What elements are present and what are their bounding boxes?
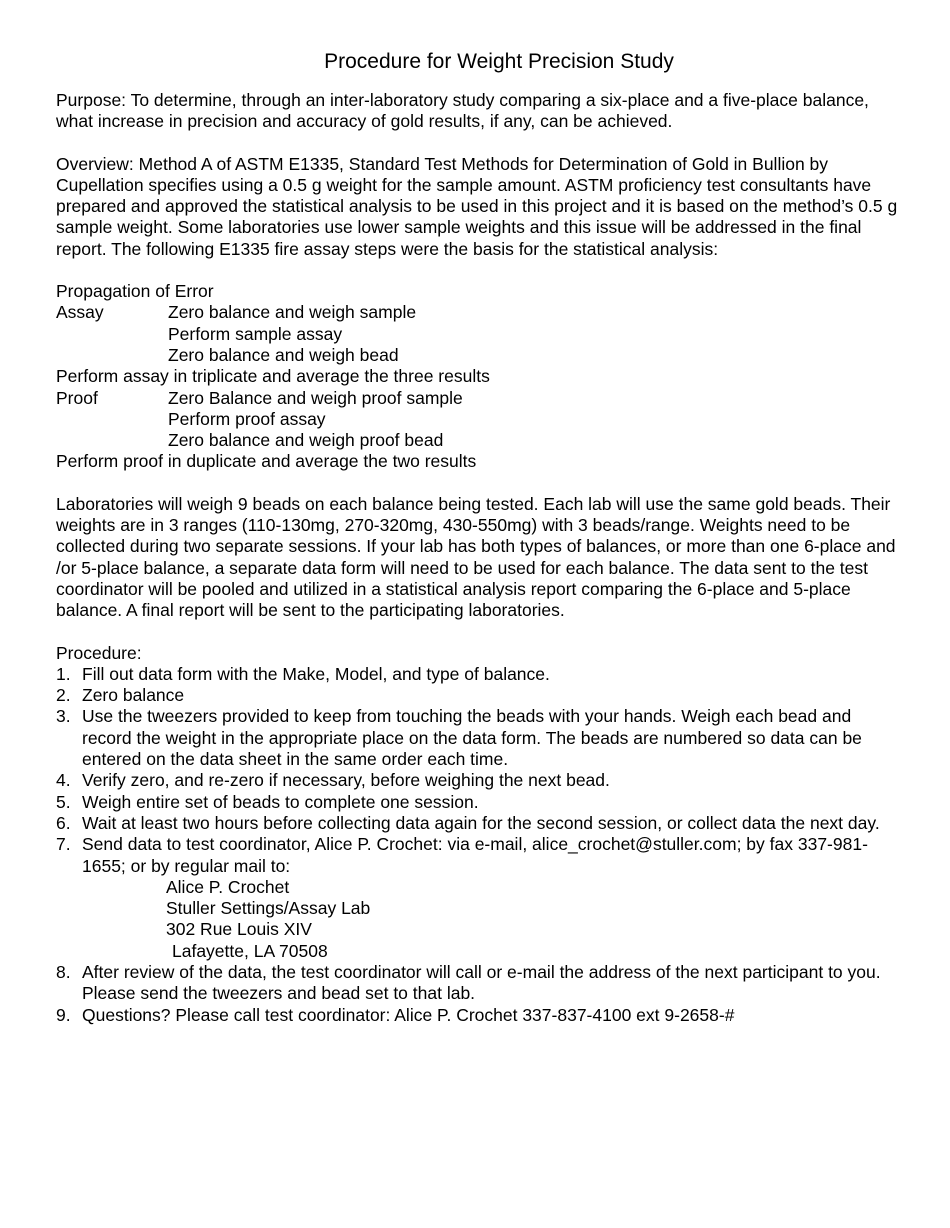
assay-step: Zero balance and weigh sample [168,302,417,323]
list-item [56,813,902,834]
mailing-address [82,877,902,962]
list-item [56,834,902,962]
page-title: Procedure for Weight Precision Study [324,50,674,73]
overview-paragraph: Overview: Method A of ASTM E1335, Standard Test Methods for Determination of Gold in Bullion by Cupellation specifies using a 0.5 g weight for the sample amount. ASTM proficiency test consultants have prepared and approved the statistical analysis to be used in this project and it is based on the method’s 0.5 g sample weight. Some laboratories use lower sample weights and this issue will be addressed in the final report. The following E1335 fire assay steps were the basis for the statistical analysis: [56,153,898,259]
address-line: Stuller Settings/Assay Lab [166,898,371,919]
assay-label: Assay [56,302,104,323]
step-number: 9. [56,1004,71,1025]
step-number: 8. [56,961,71,982]
purpose-paragraph: Purpose: To determine, through an inter-laboratory study comparing a six-place and a five-place balance, what increase in precision and accuracy of gold results, if any, can be achieved. [56,90,869,132]
procedure-section [56,643,902,1026]
assay-step: Zero balance and weigh bead [168,344,399,365]
step-text: Send data to test coordinator, Alice P. Crochet: via e-mail, alice_crochet@stuller.com; by fax 337-981-1655; or by regular mail to: [82,834,868,876]
proof-row [56,388,902,409]
step-number: 3. [56,706,71,727]
proof-note: Perform proof in duplicate and average the two results [56,451,477,472]
step-text: After review of the data, the test coordinator will call or e-mail the address of the next participant to you. Please send the tweezers and bead set to that lab. [82,961,881,1004]
step-text: Verify zero, and re-zero if necessary, before weighing the next bead. [82,770,610,791]
assay-row [56,302,902,323]
list-item [56,962,902,1005]
document [56,48,902,1026]
step-number: 6. [56,812,71,833]
step-text: Use the tweezers provided to keep from touching the beads with your hands. Weigh each bead and record the weight in the appropriate place on the data form. The beads are numbered so data can be entered on the data sheet in the same order each time. [82,706,862,770]
proof-step: Zero Balance and weigh proof sample [168,387,463,408]
propagation-section [56,281,902,473]
list-item [56,770,902,791]
propagation-heading: Propagation of Error [56,281,214,302]
step-number: 4. [56,770,71,791]
list-item [56,706,902,770]
address-line: 302 Rue Louis XIV [166,919,312,940]
step-text: Weigh entire set of beads to complete one session. [82,791,479,812]
step-number: 7. [56,834,71,855]
list-item [56,1005,902,1026]
address-line: Lafayette, LA 70508 [172,940,328,961]
proof-step: Perform proof assay [168,408,326,429]
proof-label: Proof [56,387,98,408]
step-number: 5. [56,791,71,812]
step-text: Zero balance [82,685,185,706]
step-number: 2. [56,685,71,706]
laboratories-paragraph: Laboratories will weigh 9 beads on each balance being tested. Each lab will use the same gold beads. Their weights are in 3 ranges (110-130mg, 270-320mg, 430-550mg) with 3 beads/range. Weights need to be collected during two separate sessions. If your lab has both types of balances, or more than one 6-place and /or 5-place balance, a separate data form will need to be used for each balance. The data sent to the test coordinator will be pooled and utilized in a statistical analysis report comparing the 6-place and 5-place balance. A final report will be sent to the participating laboratories. [56,493,896,621]
procedure-list [56,664,902,1026]
proof-step: Zero balance and weigh proof bead [168,430,444,451]
list-item [56,792,902,813]
step-text: Wait at least two hours before collecting data again for the second session, or collect data the next day. [82,812,880,833]
step-text: Fill out data form with the Make, Model, and type of balance. [82,663,550,684]
procedure-heading: Procedure: [56,642,142,663]
address-line: Alice P. Crochet [166,876,290,897]
assay-step: Perform sample assay [168,323,343,344]
step-body [82,834,902,962]
step-text: Questions? Please call test coordinator: Alice P. Crochet 337-837-4100 ext 9-2658-# [82,1004,735,1025]
step-number: 1. [56,663,71,684]
list-item [56,685,902,706]
list-item [56,664,902,685]
assay-note: Perform assay in triplicate and average the three results [56,366,490,387]
